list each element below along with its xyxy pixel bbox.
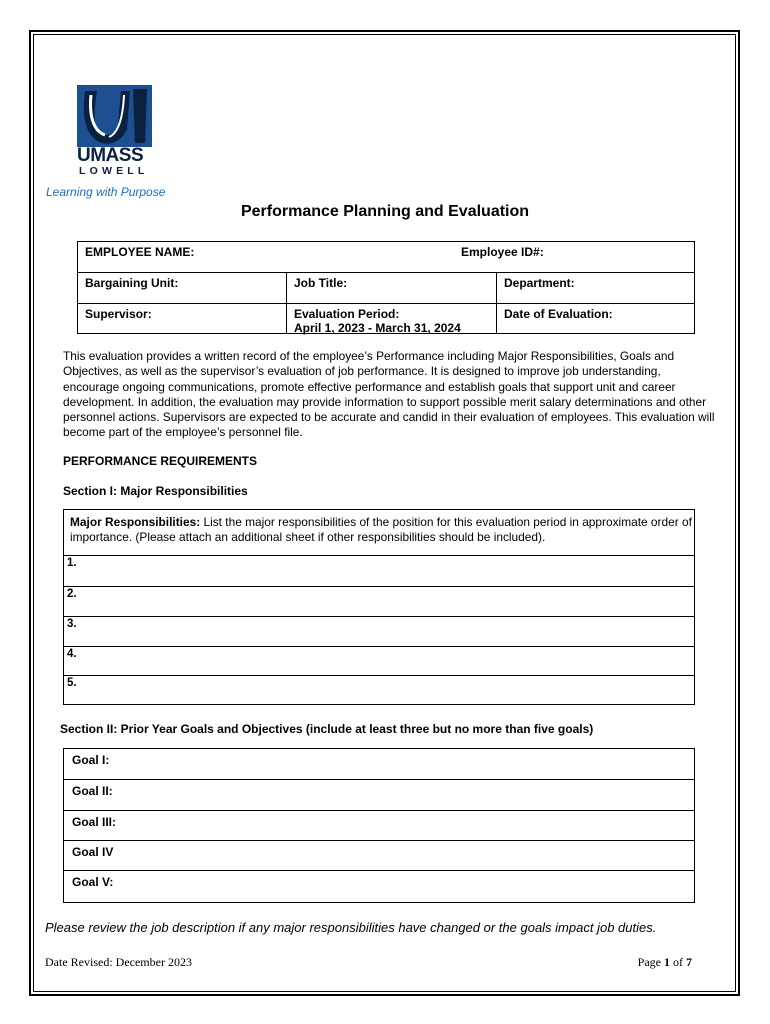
page-prefix: Page — [637, 955, 664, 969]
logo-lowell-text: LOWELL — [79, 165, 149, 177]
job-title-field: Job Title: — [286, 272, 497, 304]
responsibility-row-5[interactable]: 5. — [63, 675, 695, 705]
evaluation-period-field — [286, 303, 497, 334]
goal-row-1[interactable]: Goal I: — [63, 748, 695, 780]
section2-heading: Section II: Prior Year Goals and Objectives (include at least three but no more than five goals) — [60, 722, 594, 736]
logo-tagline: Learning with Purpose — [46, 185, 166, 199]
review-note: Please review the job description if any major responsibilities have changed or the goals impact job duties. — [45, 920, 657, 935]
page-of: of — [670, 955, 686, 969]
responsibility-row-1[interactable]: 1. — [63, 555, 695, 587]
responsibility-row-4[interactable]: 4. — [63, 646, 695, 676]
date-revised: Date Revised: December 2023 — [45, 955, 192, 969]
major-responsibilities-text: List the major responsibilities of the position for this evaluation period in approximate order of importance. (Please attach an additional sheet if other responsibilities should be included). — [70, 515, 692, 545]
employee-name-row — [77, 241, 695, 273]
goal-row-2[interactable]: Goal II: — [63, 779, 695, 811]
major-responsibilities-label: Major Responsibilities: — [70, 515, 201, 529]
goal-row-3[interactable]: Goal III: — [63, 810, 695, 841]
page-total: 7 — [686, 955, 692, 969]
responsibility-row-3[interactable]: 3. — [63, 616, 695, 647]
umass-u-mark-icon — [77, 85, 152, 147]
page-title: Performance Planning and Evaluation — [240, 203, 530, 220]
evaluation-period-label: Evaluation Period: — [294, 307, 400, 321]
section1-heading: Section I: Major Responsibilities — [63, 484, 248, 498]
intro-paragraph: This evaluation provides a written record of the employee’s Performance including Major Responsibilities, Goals and Objectives, as well as the supervisor’s evaluation of job performance. It is designed to improve job understanding, encourage ongoing communications, promote effective performance and establish goals that support unit and career development. In addition, the evaluation may provide information to support possible merit salary determinations and other personnel actions. Supervisors are expected to be accurate and candid in their evaluation of employees. This evaluation will become part of the employee’s personnel file. — [63, 349, 715, 440]
employee-id-label: Employee ID#: — [461, 245, 544, 259]
employee-name-label: EMPLOYEE NAME: — [85, 245, 195, 259]
performance-requirements-heading: PERFORMANCE REQUIREMENTS — [63, 454, 258, 468]
bargaining-unit-field: Bargaining Unit: — [77, 272, 287, 304]
page-number — [638, 955, 692, 970]
major-responsibilities-instructions — [63, 509, 695, 556]
logo-umass-text: UMASS — [77, 145, 144, 166]
umass-lowell-logo — [46, 84, 186, 204]
employee-info-table — [77, 241, 695, 334]
date-of-evaluation-field: Date of Evaluation: — [496, 303, 695, 334]
goal-row-4[interactable]: Goal IV — [63, 840, 695, 871]
evaluation-period-value: April 1, 2023 - March 31, 2024 — [294, 321, 461, 335]
goal-row-5[interactable]: Goal V: — [63, 870, 695, 903]
department-field: Department: — [496, 272, 695, 304]
supervisor-field: Supervisor: — [77, 303, 287, 334]
responsibility-row-2[interactable]: 2. — [63, 586, 695, 617]
page-current: 1 — [664, 955, 670, 969]
